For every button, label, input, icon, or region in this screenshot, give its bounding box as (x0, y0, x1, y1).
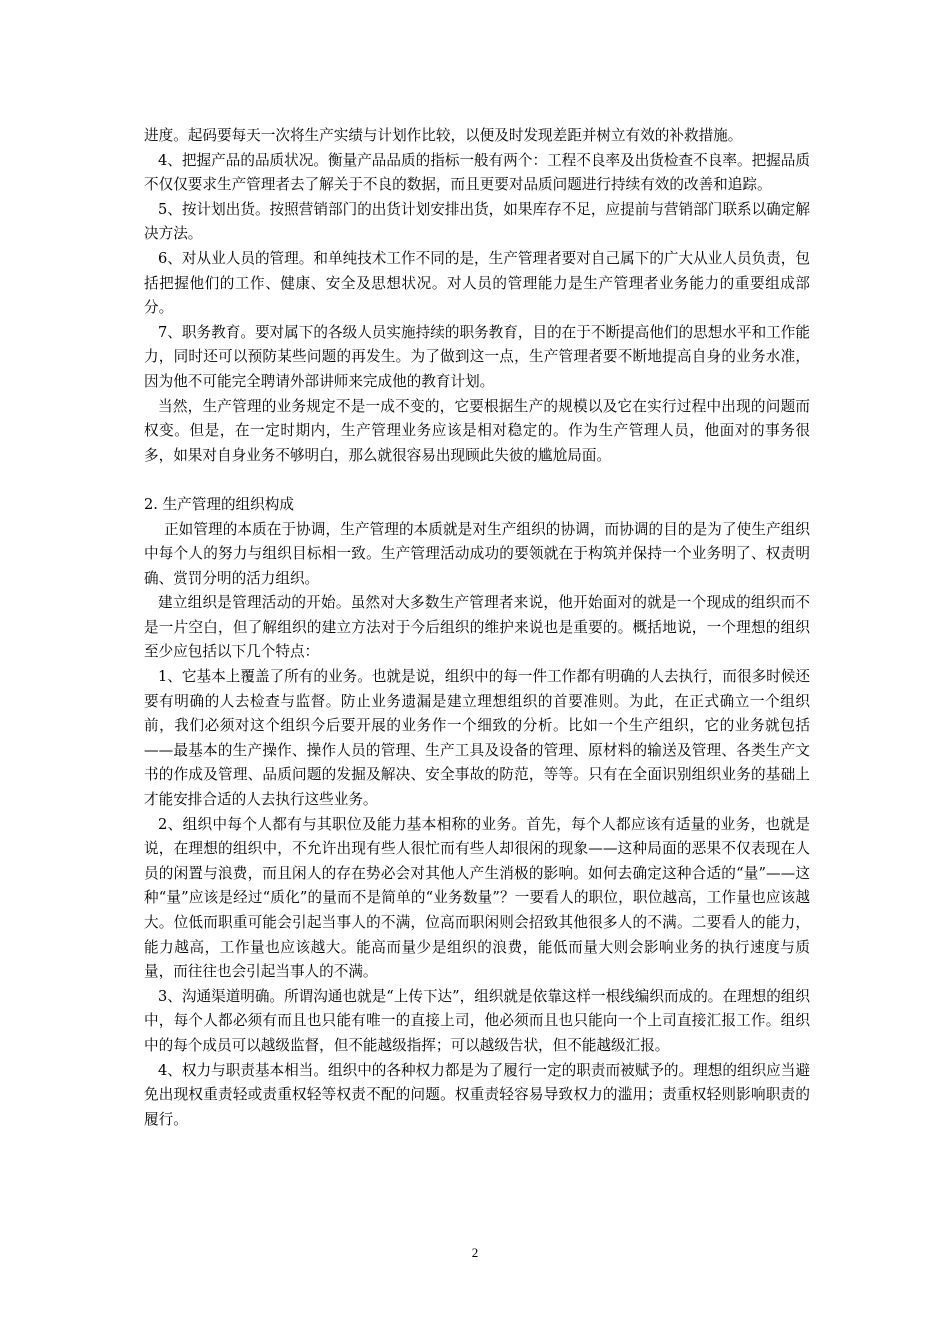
paragraph-summary: 当然，生产管理的业务规定不是一成不变的，它要根据生产的规模以及它在实行过程中出现的问题而权变。但是，在一定时期内，生产管理业务应该是相对稳定的。作为生产管理人员，他面对的事务很多，如果对自身业务不够明白，那么就很容易出现顾此失彼的尴尬局面。 (144, 397, 810, 464)
paragraph-feature-4: 4、权力与职责基本相当。组织中的各种权力都是为了履行一定的职责而被赋予的。理想的组织应当避免出现权重责轻或责重权轻等权责不配的问题。权重责轻容易导致权力的滥用；责重权轻则影响职责的履行。 (144, 1061, 810, 1128)
paragraph-continued: 进度。起码要每天一次将生产实绩与计划作比较，以便及时发现差距并树立有效的补救措施。 (144, 127, 743, 144)
paragraph-intro: 正如管理的本质在于协调，生产管理的本质就是对生产组织的协调，而协调的目的是为了使生产组织中每个人的努力与组织目标相一致。生产管理活动成功的要领就在于构筑并保持一个业务明了、权责明确、赏罚分明的活力组织。 (144, 520, 810, 587)
section-heading: 2. 生产管理的组织构成 (144, 495, 294, 513)
paragraph-feature-3: 3、沟通渠道明确。所谓沟通也就是“上传下达”，组织就是依靠这样一根线编织而成的。在理想的组织中，每个人都必须有而且也只能有唯一的直接上司，他必须而且也只能向一个上司直接汇报工作。组织中的每个成员可以越级监督，但不能越级指挥；可以越级告状，但不能越级汇报。 (144, 987, 810, 1054)
paragraph-item-6: 6、对从业人员的管理。和单纯技术工作不同的是，生产管理者要对自己属下的广大从业人员负责，包括把握他们的工作、健康、安全及思想状况。对人员的管理能力是生产管理者业务能力的重要组成部分。 (144, 249, 810, 317)
document-body (144, 124, 810, 1132)
paragraph-item-7: 7、职务教育。要对属下的各级人员实施持续的职务教育，目的在于不断提高他们的思想水平和工作能力，同时还可以预防某些问题的再发生。为了做到这一点，生产管理者要不断地提高自身的业务水准，因为他不可能完全聘请外部讲师来完成他的教育计划。 (144, 323, 810, 390)
paragraph-feature-1: 1、它基本上覆盖了所有的业务。也就是说，组织中的每一件工作都有明确的人去执行，而很多时候还要有明确的人去检查与监督。防止业务遗漏是建立理想组织的首要准则。为此，在正式确立一个组织前，我们必须对这个组织今后要开展的业务作一个细致的分析。比如一个生产组织，它的业务就包括——最基本的生产操作、操作人员的管理、生产工具及设备的管理、原材料的输送及管理、各类生产文书的作成及管理、品质问题的发掘及解决、安全事故的防范，等等。只有在全面识别组织业务的基础上才能安排合适的人去执行这些业务。 (144, 668, 810, 809)
paragraph-item-4: 4、把握产品的品质状况。衡量产品品质的指标一般有两个：工程不良率及出货检查不良率。把握品质不仅仅要求生产管理者去了解关于不良的数据，而且更要对品质问题进行持续有效的改善和追踪。 (144, 151, 810, 194)
paragraph-item-5: 5、按计划出货。按照营销部门的出货计划安排出货，如果库存不足，应提前与营销部门联系以确定解决方法。 (144, 200, 810, 243)
paragraph-gap (144, 468, 810, 493)
page-number: 2 (471, 1245, 479, 1260)
paragraph-feature-2: 2、组织中每个人都有与其职位及能力基本相称的业务。首先，每个人都应该有适量的业务，也就是说，在理想的组织中，不允许出现有些人很忙而有些人却很闲的现象——这种局面的恶果不仅表现在人员的闲置与浪费，而且闲人的存在势必会对其他人产生消极的影响。如何去确定这种合适的“量”——这种“量”应该是经过“质化”的量而不是简单的“业务数量”？一要看人的职位，职位越高，工作量也应该越大。位低而职重可能会引起当事人的不满，位高而职闲则会招致其他很多人的不满。二要看人的能力，能力越高，工作量也应该越大。能高而量少是组织的浪费，能低而量大则会影响业务的执行速度与质量，而往往也会引起当事人的不满。 (144, 815, 810, 981)
paragraph-organization: 建立组织是管理活动的开始。虽然对大多数生产管理者来说，他开始面对的就是一个现成的组织而不是一片空白，但了解组织的建立方法对于今后组织的维护来说也是重要的。概括地说，一个理想的组织至少应包括以下几个特点： (144, 594, 810, 661)
